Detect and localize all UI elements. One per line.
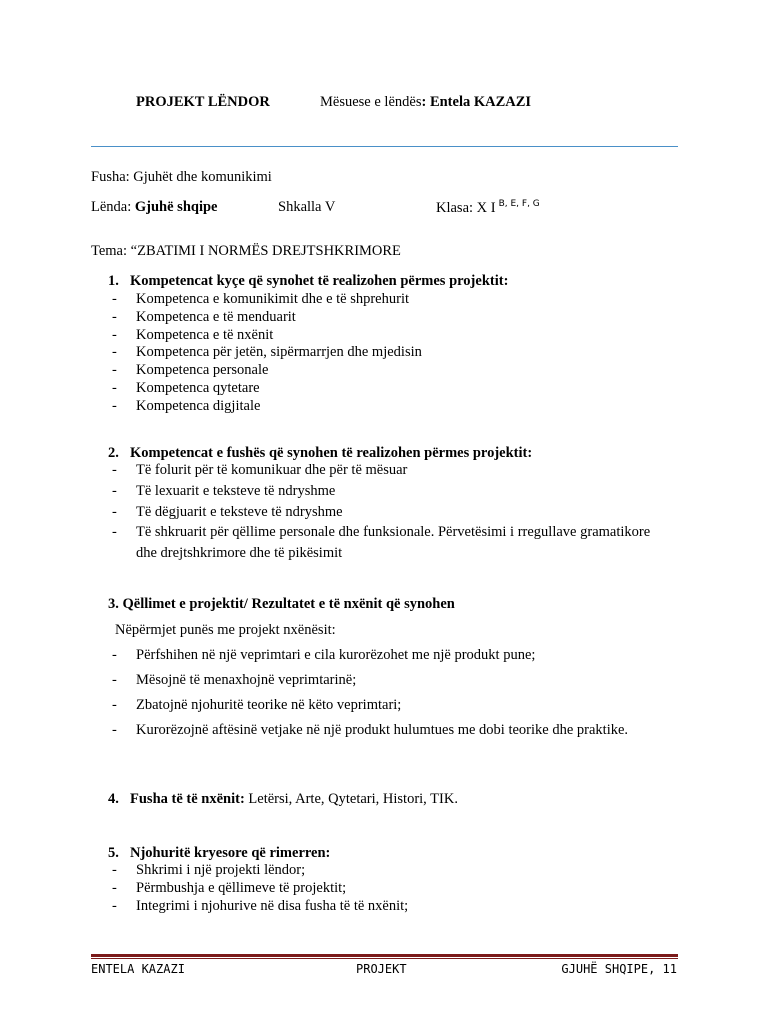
page-title: PROJEKT LËNDOR	[136, 94, 270, 110]
list-item-text: Kompetenca personale	[136, 362, 269, 378]
klasa-line	[436, 199, 540, 217]
section-4-value: Letërsi, Arte, Qytetari, Histori, TIK.	[248, 791, 458, 807]
list-item-text: Kompetenca e të menduarit	[136, 309, 296, 325]
bullet-dash: -	[112, 722, 117, 738]
lenda-value: Gjuhë shqipe	[134, 199, 218, 215]
bullet-dash: -	[112, 898, 117, 914]
teacher-label: Mësuese e lëndës	[320, 94, 422, 110]
list-item-text: Përfshihen në një veprimtari e cila kurorëzohet me një produkt pune;	[136, 647, 536, 663]
tema-line: Tema: “ZBATIMI I NORMËS DREJTSHKRIMORE	[91, 243, 401, 259]
bullet-dash: -	[112, 862, 117, 878]
section-title: Kompetencat e fushës që synohen të realizohen përmes projektit:	[130, 445, 533, 461]
list-item	[112, 327, 273, 344]
list-item-continuation: dhe drejtshkrimore dhe të pikësimit	[136, 545, 343, 561]
teacher-line	[320, 94, 531, 111]
bullet-dash: -	[112, 504, 117, 520]
list-item-text: Integrimi i njohurive në disa fusha të të nxënit;	[136, 898, 409, 914]
fusha-line: Fusha: Gjuhët dhe komunikimi	[91, 169, 272, 185]
footer-divider-thin	[91, 958, 678, 959]
list-item	[112, 862, 305, 879]
section-2-heading	[108, 445, 532, 462]
section-title: Kompetencat kyçe që synohet të realizohen përmes projektit:	[130, 273, 509, 289]
list-item-text: Kompetenca digjitale	[136, 398, 261, 414]
section-number: 2.	[108, 445, 119, 461]
list-item	[112, 483, 335, 500]
footer-divider-thick	[91, 954, 678, 957]
section-title: Fusha të të nxënit:	[130, 791, 245, 807]
bullet-dash: -	[112, 380, 117, 396]
list-item	[112, 898, 408, 915]
lenda-line	[91, 199, 218, 216]
list-item	[112, 398, 260, 415]
bullet-dash: -	[112, 880, 117, 896]
list-item	[112, 504, 343, 521]
klasa-label: Klasa: X I	[436, 200, 496, 216]
section-3-heading	[108, 596, 455, 613]
bullet-dash: -	[112, 309, 117, 325]
section-number: 1.	[108, 273, 119, 289]
bullet-dash: -	[112, 697, 117, 713]
list-item	[112, 524, 650, 541]
section-1-heading	[108, 273, 508, 290]
section-5-heading	[108, 845, 330, 862]
list-item	[112, 672, 356, 689]
teacher-name: Entela KAZAZI	[429, 94, 532, 110]
list-item-text: Të shkruarit për qëllime personale dhe funksionale. Përvetësimi i rregullave gramatikore	[136, 524, 651, 540]
list-item	[112, 344, 422, 361]
list-item-text: Kompetenca për jetën, sipërmarrjen dhe mjedisin	[136, 344, 422, 360]
list-item	[112, 291, 409, 308]
header-divider	[91, 146, 678, 147]
footer-author: ENTELA KAZAZI	[91, 962, 185, 976]
bullet-dash: -	[112, 398, 117, 414]
list-item-text: Përmbushja e qëllimeve të projektit;	[136, 880, 347, 896]
bullet-dash: -	[112, 344, 117, 360]
list-item-text: Shkrimi i një projekti lëndor;	[136, 862, 306, 878]
section-number: 5.	[108, 845, 119, 861]
section-title: Qëllimet e projektit/ Rezultatet e të nxënit që synohen	[122, 596, 455, 612]
list-item	[112, 697, 401, 714]
list-item-text: Të lexuarit e teksteve të ndryshme	[136, 483, 336, 499]
footer-center: PROJEKT	[356, 962, 407, 976]
list-item	[112, 380, 260, 397]
list-item-text: Kompetenca e komunikimit dhe e të shprehurit	[136, 291, 410, 307]
list-item-text: Mësojnë të menaxhojnë veprimtarinë;	[136, 672, 357, 688]
list-item	[112, 309, 296, 326]
bullet-dash: -	[112, 524, 117, 540]
bullet-dash: -	[112, 483, 117, 499]
list-item	[112, 722, 628, 739]
list-item-text: Të folurit për të komunikuar dhe për të mësuar	[136, 462, 408, 478]
footer-page: GJUHË SHQIPE, 11	[561, 962, 677, 976]
bullet-dash: -	[112, 462, 117, 478]
klasa-sections: B, E, F, G	[498, 199, 540, 209]
bullet-dash: -	[112, 362, 117, 378]
bullet-dash: -	[112, 672, 117, 688]
list-item-text: Kompetenca qytetare	[136, 380, 260, 396]
bullet-dash: -	[112, 327, 117, 343]
list-item-text: Të dëgjuarit e teksteve të ndryshme	[136, 504, 343, 520]
list-item	[112, 880, 346, 897]
lenda-label: Lënda:	[91, 199, 132, 215]
shkalla: Shkalla V	[278, 199, 336, 215]
section-4-heading	[108, 791, 458, 808]
teacher-colon: :	[421, 94, 427, 110]
list-item-text: Kurorëzojnë aftësinë vetjake në një produkt hulumtues me dobi teorike dhe praktike.	[136, 722, 629, 738]
list-item	[112, 647, 535, 664]
section-title: Njohuritë kryesore që rimerren:	[130, 845, 331, 861]
list-item	[112, 362, 268, 379]
bullet-dash: -	[112, 647, 117, 663]
section-number: 4.	[108, 791, 119, 807]
bullet-dash: -	[112, 291, 117, 307]
section-3-intro: Nëpërmjet punës me projekt nxënësit:	[115, 622, 336, 638]
section-number: 3.	[108, 596, 119, 612]
list-item	[112, 462, 407, 479]
list-item-text: Zbatojnë njohuritë teorike në këto veprimtari;	[136, 697, 402, 713]
list-item-text: Kompetenca e të nxënit	[136, 327, 274, 343]
